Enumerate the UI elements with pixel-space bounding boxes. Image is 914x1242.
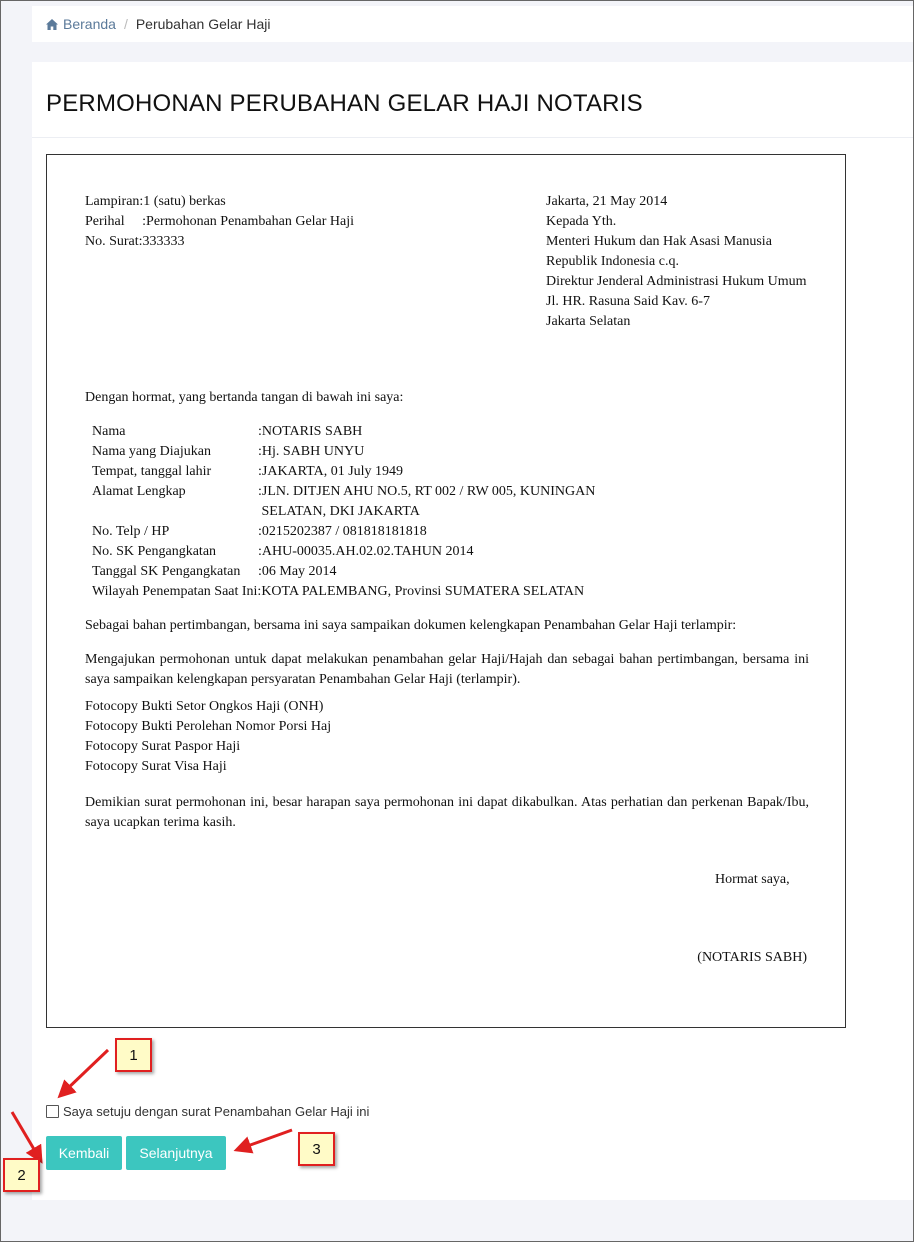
letter-recipient-line: Kepada Yth. — [546, 214, 617, 229]
attachment-item: Fotocopy Bukti Setor Ongkos Haji (ONH) — [85, 699, 324, 714]
letter-recipient-line: Jakarta Selatan — [546, 314, 631, 329]
field-value: :JLN. DITJEN AHU NO.5, RT 002 / RW 005, KUNINGAN — [258, 484, 596, 499]
arrow-to-checkbox — [64, 1050, 108, 1092]
letter-recipient-line: Jl. HR. Rasuna Said Kav. 6-7 — [546, 294, 710, 309]
field-value: :AHU-00035.AH.02.02.TAHUN 2014 — [258, 544, 474, 559]
callout-badge: 3 — [298, 1132, 335, 1166]
field-label: Nama — [92, 424, 126, 439]
field-label: Wilayah Penempatan Saat Ini:KOTA PALEMBANG, Provinsi SUMATERA SELATAN — [92, 584, 585, 599]
field-value: :NOTARIS SABH — [258, 424, 363, 439]
field-label: Alamat Lengkap — [92, 484, 186, 499]
field-value: :Hj. SABH UNYU — [258, 444, 365, 459]
page-title: PERMOHONAN PERUBAHAN GELAR HAJI NOTARIS — [46, 90, 643, 117]
letter-closing: Demikian surat permohonan ini, besar harapan saya permohonan ini dapat dikabulkan. Atas perhatian dan perkenan Bapak/Ibu, saya ucapkan terima kasih. — [85, 795, 809, 830]
letter-greeting: Dengan hormat, yang bertanda tangan di bawah ini saya: — [85, 390, 404, 405]
arrow-to-next-button — [242, 1130, 292, 1148]
letter-regards: Hormat saya, — [715, 872, 790, 887]
letter-date: Jakarta, 21 May 2014 — [546, 194, 668, 209]
letter-number-line: No. Surat:333333 — [85, 234, 185, 249]
next-button[interactable]: Selanjutnya — [126, 1136, 226, 1170]
back-button[interactable]: Kembali — [46, 1136, 122, 1170]
attachment-item: Fotocopy Surat Visa Haji — [85, 759, 227, 774]
arrow-to-back-button — [12, 1112, 38, 1156]
letter-paragraph: Mengajukan permohonan untuk dapat melakukan penambahan gelar Haji/Hajah dan sebagai bahan pertimbangan, bersama ini saya sampaikan kelengkapan persyaratan Penambahan Gelar Haji (terlampir). — [85, 652, 809, 687]
callout-badge: 2 — [3, 1158, 40, 1192]
breadcrumb-separator: / — [123, 16, 128, 32]
field-label: Nama yang Diajukan — [92, 444, 211, 459]
callout-badge: 1 — [115, 1038, 152, 1072]
letter-attachment-line: Lampiran:1 (satu) berkas — [85, 194, 226, 209]
letter-recipient-line: Republik Indonesia c.q. — [546, 254, 679, 269]
agreement-label[interactable]: Saya setuju dengan surat Penambahan Gelar Haji ini — [63, 1104, 370, 1119]
breadcrumb-current: Perubahan Gelar Haji — [135, 16, 271, 32]
letter-recipient-line: Direktur Jenderal Administrasi Hukum Umum — [546, 274, 807, 289]
field-label: Tempat, tanggal lahir — [92, 464, 212, 479]
field-value: :JAKARTA, 01 July 1949 — [258, 464, 404, 479]
field-value: :0215202387 / 081818181818 — [258, 524, 427, 539]
field-label: No. SK Pengangkatan — [92, 544, 217, 559]
letter-signature: (NOTARIS SABH) — [697, 950, 807, 965]
breadcrumb-home-label[interactable]: Beranda — [63, 16, 116, 32]
field-value: SELATAN, DKI JAKARTA — [258, 504, 420, 519]
attachment-item: Fotocopy Surat Paspor Haji — [85, 739, 241, 754]
attachment-item: Fotocopy Bukti Perolehan Nomor Porsi Haj — [85, 719, 332, 734]
letter-paragraph: Sebagai bahan pertimbangan, bersama ini saya sampaikan dokumen kelengkapan Penambahan Gelar Haji terlampir: — [85, 618, 737, 633]
field-value: :06 May 2014 — [258, 564, 337, 579]
letter-recipient-line: Menteri Hukum dan Hak Asasi Manusia — [546, 234, 772, 249]
field-label: No. Telp / HP — [92, 524, 170, 539]
letter-subject-line: Perihal :Permohonan Penambahan Gelar Haji — [85, 214, 355, 229]
field-label: Tanggal SK Pengangkatan — [92, 564, 241, 579]
